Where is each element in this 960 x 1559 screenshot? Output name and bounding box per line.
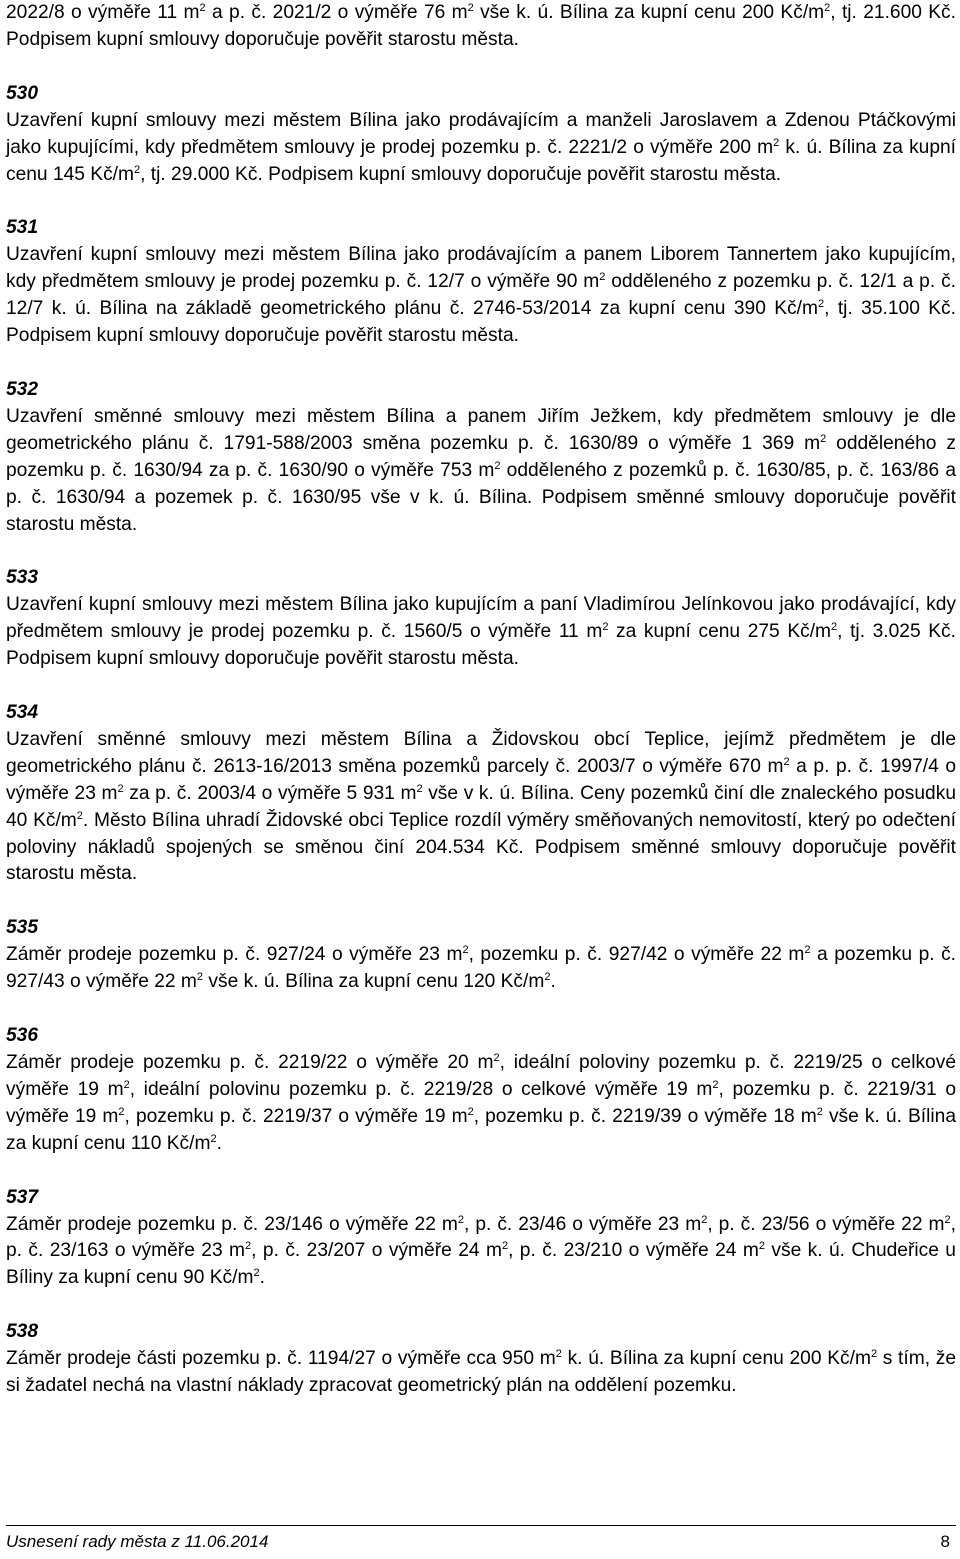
- resolution-text: Uzavření kupní smlouvy mezi městem Bílina jako prodávajícím a panem Liborem Tannertem jako kupujícím, kdy předmětem smlouvy je prodej pozemku p. č. 12/7 o výměře 90 $m^2$ odděleného z pozemku p. č. 12/1 a p. č. 12/7 k. ú. Bílina na základě geometrického plánu č. 2746-53/2014 za kupní cenu 390 $Kč/m^2$, tj. 35.100 Kč. Podpisem kupní smlouvy doporučuje pověřit starostu města.: [6, 244, 956, 347]
- resolution-number: 535: [6, 917, 39, 939]
- resolution-item: [6, 81, 956, 189]
- resolution-item: [6, 377, 956, 538]
- resolutions-list: [6, 81, 956, 1400]
- resolution-number: 534: [6, 702, 39, 724]
- resolution-item: [6, 1319, 956, 1400]
- resolution-text: Uzavření kupní smlouvy mezi městem Bílina jako kupujícím a paní Vladimírou Jelínkovou jako prodávající, kdy předmětem smlouvy je prodej pozemku p. č. 1560/5 o výměře 11 $m^2$ za kupní cenu 275 $Kč/m^2$, tj. 3.025 Kč. Podpisem kupní smlouvy doporučuje pověřit starostu města.: [6, 594, 956, 670]
- resolution-number: 530: [6, 82, 39, 104]
- page-footer: [6, 1525, 956, 1551]
- resolution-number: 536: [6, 1025, 39, 1047]
- resolution-number: 538: [6, 1321, 39, 1343]
- footer-title: Usnesení rady města z 11.06.2014: [6, 1532, 269, 1551]
- resolution-number: 537: [6, 1186, 39, 1208]
- resolution-number: 533: [6, 567, 39, 589]
- resolution-text: Záměr prodeje pozemku p. č. 23/146 o výměře 22 $m^2$, p. č. 23/46 o výměře 23 $m^2$, p. č. 23/56 o výměře 22 $m^2$, p. č. 23/163 o výměře 23 $m^2$, p. č. 23/207 o výměře 24 $m^2$, p. č. 23/210 o výměře 24 $m^2$ vše k. ú. Chudeřice u Bíliny za kupní cenu 90 $Kč/m^2$.: [6, 1213, 956, 1289]
- resolution-text: Uzavření směnné smlouvy mezi městem Bílina a panem Jiřím Ježkem, kdy předmětem smlouvy je dle geometrického plánu č. 1791-588/2003 směna pozemku p. č. 1630/89 o výměře 1 369 $m^2$ odděleného z pozemku p. č. 1630/94 za p. č. 1630/90 o výměře 753 $m^2$ odděleného z pozemků p. č. 1630/85, p. č. 163/86 a p. č. 1630/94 a pozemek p. č. 1630/95 vše v k. ú. Bílina. Podpisem směnné smlouvy doporučuje pověřit starostu města.: [6, 405, 957, 535]
- document-page: [6, 0, 956, 1400]
- resolution-item: [6, 1185, 956, 1293]
- resolution-item: [6, 915, 956, 996]
- intro-paragraph: 2022/8 o výměře 11 $m^2$ a p. č. 2021/2 o výměře 76 $m^2$ vše k. ú. Bílina za kupní cenu 200 $Kč/m^2$, tj. 21.600 Kč. Podpisem kupní smlouvy doporučuje pověřit starostu města.: [6, 2, 956, 50]
- resolution-text: Uzavření kupní smlouvy mezi městem Bílina jako prodávajícím a manželi Jaroslavem a Zdenou Ptáčkovými jako kupujícími, kdy předmětem smlouvy je prodej pozemku p. č. 2221/2 o výměře 200 $m^2$ k. ú. Bílina za kupní cenu 145 $Kč/m^2$, tj. 29.000 Kč. Podpisem kupní smlouvy doporučuje pověřit starostu města.: [6, 109, 957, 185]
- resolution-text: Uzavření směnné smlouvy mezi městem Bílina a Židovskou obcí Teplice, jejímž předmětem je dle geometrického plánu č. 2613-16/2013 směna pozemků parcely č. 2003/7 o výměře 670 $m^2$ a p. p. č. 1997/4 o výměře 23 $m^2$ za p. č. 2003/4 o výměře 5 931 $m^2$ vše v k. ú. Bílina. Ceny pozemků činí dle znaleckého posudku 40 $Kč/m^2$. Město Bílina uhradí Židovské obci Teplice rozdíl výměry směňovaných nemovitostí, který po odečtení poloviny nákladů spojených se směnou činí 204.534 Kč. Podpisem směnné smlouvy doporučuje pověřit starostu města.: [6, 728, 956, 885]
- footer-page-number: 8: [940, 1532, 950, 1551]
- resolution-item: [6, 215, 956, 350]
- resolution-number: 531: [6, 217, 39, 239]
- resolution-text: Záměr prodeje pozemku p. č. 927/24 o výměře 23 $m^2$, pozemku p. č. 927/42 o výměře 22 $m^2$ a pozemku p. č. 927/43 o výměře 22 $m^2$ vše k. ú. Bílina za kupní cenu 120 $Kč/m^2$.: [6, 944, 957, 993]
- resolution-text: Záměr prodeje části pozemku p. č. 1194/27 o výměře cca 950 $m^2$ k. ú. Bílina za kupní cenu 200 $Kč/m^2$ s tím, že si žadatel nechá na vlastní náklady zpracovat geometrický plán na oddělení pozemku.: [6, 1348, 956, 1397]
- resolution-item: [6, 565, 956, 673]
- resolution-item: [6, 1023, 956, 1158]
- resolution-item: [6, 700, 956, 888]
- resolution-number: 532: [6, 378, 39, 400]
- resolution-text: Záměr prodeje pozemku p. č. 2219/22 o výměře 20 $m^2$, ideální poloviny pozemku p. č. 2219/25 o celkové výměře 19 $m^2$, ideální polovinu pozemku p. č. 2219/28 o celkové výměře 19 $m^2$, pozemku p. č. 2219/31 o výměře 19 $m^2$, pozemku p. č. 2219/37 o výměře 19 $m^2$, pozemku p. č. 2219/39 o výměře 18 $m^2$ vše k. ú. Bílina za kupní cenu 110 $Kč/m^2$.: [6, 1052, 957, 1154]
